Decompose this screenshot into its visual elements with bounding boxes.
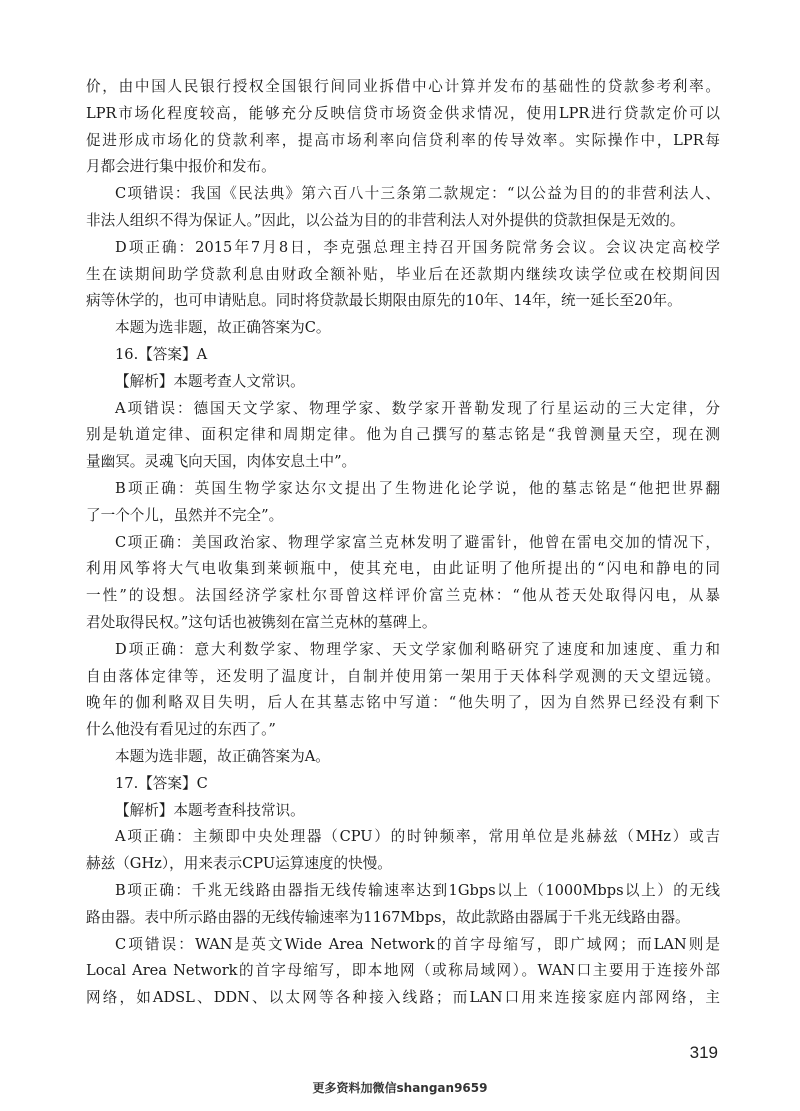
text-line: 非法人组织不得为保证人。”因此，以公益为目的的非营利法人对外提供的贷款担保是无效的。 xyxy=(86,211,685,229)
text-line: D项正确：2015年7月8日，李克强总理主持召开国务院常务会议。会议决定高校学 xyxy=(115,238,720,256)
text-line: 促进形成市场化的贷款利率，提高市场利率向信贷利率的传导效率。实际操作中，LPR每 xyxy=(86,131,720,149)
text-line: 赫兹（GHz），用来表示CPU运算速度的快慢。 xyxy=(86,855,392,873)
text-line: 网络，如ADSL、DDN、以太网等各种接入线路；而LAN口用来连接家庭内部网络，主 xyxy=(86,989,720,1007)
text-line: 晚年的伽利略双目失明，后人在其墓志铭中写道：“他失明了，因为自然界已经没有剩下 xyxy=(86,694,720,712)
text-line: 价，由中国人民银行授权全国银行间同业拆借中心计算并发布的基础性的贷款参考利率。 xyxy=(86,78,720,95)
text-line: 路由器。表中所示路由器的无线传输速率为1167Mbps，故此款路由器属于千兆无线路由器。 xyxy=(86,908,690,926)
text-line: 利用风筝将大气电收集到莱顿瓶中，使其充电，由此证明了他所提出的“闪电和静电的同 xyxy=(86,560,720,578)
text-line: A项错误：德国天文学家、物理学家、数学家开普勒发现了行星运动的三大定律，分 xyxy=(115,399,720,417)
text-line: B项正确：千兆无线路由器指无线传输速率达到1Gbps以上（1000Mbps以上）的无线 xyxy=(115,881,720,899)
text-line: Local Area Network的首字母缩写，即本地网（或称局域网）。WAN口主要用于连接外部 xyxy=(86,962,720,980)
text-line: LPR市场化程度较高，能够充分反映信贷市场资金供求情况，使用LPR进行贷款定价可以 xyxy=(86,104,720,122)
text-line: 17.【答案】C xyxy=(115,774,208,792)
text-line: C项错误：WAN是英文Wide Area Network的首字母缩写，即广域网；而LAN则是 xyxy=(115,935,720,953)
text-line: 16.【答案】A xyxy=(115,345,208,363)
text-line: 什么他没有看见过的东西了。” xyxy=(86,721,276,739)
text-line: 别是轨道定律、面积定律和周期定律。他为自己撰写的墓志铭是“我曾测量天空，现在测 xyxy=(86,426,720,444)
text-line: 病等休学的，也可申请贴息。同时将贷款最长期限由原先的10年、14年，统一延长至20年。 xyxy=(86,292,682,310)
document-body xyxy=(86,74,720,1012)
text-line: 自由落体定律等，还发明了温度计，自制并使用第一架用于天体科学观测的天文望远镜。 xyxy=(86,667,720,685)
text-line: D项正确：意大利数学家、物理学家、天文学家伽利略研究了速度和加速度、重力和 xyxy=(115,640,720,658)
text-line: 【解析】本题考查人文常识。 xyxy=(115,372,305,390)
text-line: A项正确：主频即中央处理器（CPU）的时钟频率，常用单位是兆赫兹（MHz）或吉 xyxy=(115,828,720,846)
page-number: 319 xyxy=(689,1043,718,1062)
text-line: 君处取得民权。”这句话也被镌刻在富兰克林的墓碑上。 xyxy=(86,613,437,631)
text-line: C项正确：美国政治家、物理学家富兰克林发明了避雷针，他曾在雷电交加的情况下， xyxy=(115,533,720,551)
text-line: B项正确：英国生物学家达尔文提出了生物进化论学说，他的墓志铭是“他把世界翻 xyxy=(115,479,720,497)
text-line: 本题为选非题，故正确答案为A。 xyxy=(115,747,330,765)
text-line: 生在读期间助学贷款利息由财政全额补贴，毕业后在还款期内继续攻读学位或在校期间因 xyxy=(86,265,720,283)
text-line: 本题为选非题，故正确答案为C。 xyxy=(115,319,331,337)
text-line: 一性”的设想。法国经济学家杜尔哥曾这样评价富兰克林：“他从苍天处取得闪电，从暴 xyxy=(86,587,720,605)
footer-note: 更多资料加微信shangan9659 xyxy=(312,1081,488,1095)
text-line: 量幽冥。灵魂飞向天国，肉体安息土中”。 xyxy=(86,453,357,471)
text-line: 月都会进行集中报价和发布。 xyxy=(86,158,276,176)
text-line: 了一个个儿，虽然并不完全”。 xyxy=(86,506,284,524)
text-line: 【解析】本题考查科技常识。 xyxy=(115,801,305,819)
text-line: C项错误：我国《民法典》第六百八十三条第二款规定：“以公益为目的的非营利法人、 xyxy=(115,185,720,203)
